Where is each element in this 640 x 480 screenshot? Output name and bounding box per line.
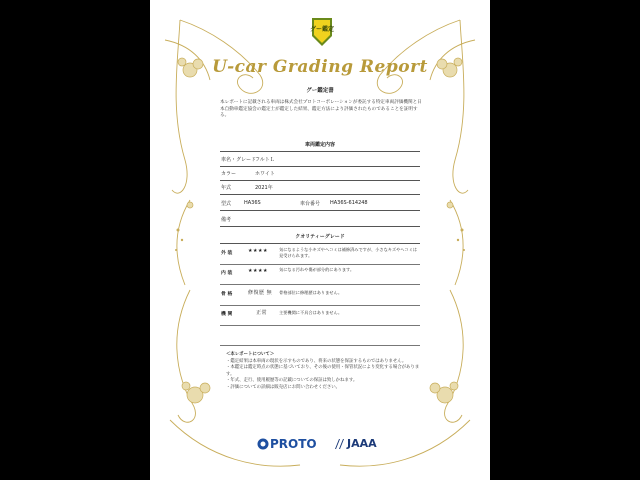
grade-value: 修復歴 無 — [248, 290, 273, 296]
chassis-value: HA36S-614248 — [330, 200, 368, 206]
grade-label: 機 関 — [221, 312, 233, 317]
grade-value: ★★★★ — [248, 248, 268, 254]
grade-row — [220, 286, 420, 306]
vehicle-row — [220, 166, 420, 181]
jaaa-logo-icon — [334, 438, 345, 450]
field-value: ホワイト — [255, 171, 275, 177]
report-notes — [226, 352, 422, 392]
grade-row-blank — [220, 326, 420, 346]
grade-note: 主要機関に不具合はありません。 — [279, 310, 343, 315]
note-item: ・本鑑定は鑑定時点の状態に基づいており、その後の使用・保管状況により変化する場合があります。 — [226, 365, 420, 377]
grade-label: 骨 格 — [221, 292, 233, 297]
field-value: 2021年 — [255, 185, 273, 191]
vehicle-row — [220, 152, 420, 167]
grade-note: 骨格部位に修理歴はありません。 — [279, 290, 343, 295]
model-label: 型式 — [221, 201, 232, 207]
intro-text: 本レポートに記載される車両は株式会社プロトコーポレーションが委託する特定車両評価機関と日本自動車鑑定協会の鑑定士が鑑定した結果、鑑定方法により評価されたものであることを証明する。 — [220, 100, 422, 119]
note-item: ・鑑定結果は本車両の現状を示すものであり、将来の状態を保証するものではありません。 — [226, 358, 407, 364]
quality-section-heading: クオリティーグレード — [295, 234, 345, 240]
proto-logo-icon — [257, 438, 269, 450]
note-item: ・年式、走行、使用履歴等の記載についての保証は致しかねます。 — [226, 378, 358, 384]
remarks-row — [220, 212, 420, 227]
notes-heading: ＜本レポートについて＞ — [226, 352, 275, 357]
grade-value: 正常 — [256, 310, 268, 316]
grade-note: 気になる汚れや傷が部分的にあります。 — [279, 267, 355, 272]
field-label: 年式 — [221, 185, 232, 191]
grade-row — [220, 306, 420, 326]
report-subtitle: グー鑑定書 — [306, 88, 334, 94]
field-label: 車名・グレード — [221, 157, 257, 163]
model-value: HA36S — [244, 200, 261, 206]
report-title: U-car Grading Report — [212, 57, 428, 77]
certificate-sheet — [150, 0, 490, 480]
field-value: フルトＬ — [255, 157, 275, 163]
remarks-label: 備考 — [221, 217, 232, 223]
model-row — [220, 196, 420, 211]
grade-value: ★★★★ — [248, 268, 268, 274]
footer-logos — [150, 437, 490, 453]
quality-section-divider — [220, 243, 420, 244]
goo-shield-badge-icon — [310, 16, 334, 48]
proto-logo-text: PROTO — [270, 437, 317, 451]
jaaa-logo-text: JAAA — [347, 437, 377, 450]
vehicle-section-heading: 車両鑑定内容 — [304, 142, 335, 148]
grade-row — [220, 265, 420, 285]
note-item: ・評価についての詳細は販売店にお問い合わせください。 — [226, 384, 341, 390]
badge-text: グー鑑定 — [310, 26, 334, 33]
grade-label: 外 装 — [221, 251, 233, 256]
grade-row — [220, 245, 420, 265]
chassis-label: 車台番号 — [300, 201, 321, 207]
grade-note: 気になるような小キズやヘコミは補修済みですが、小さなキズやヘコミは見受けられます。 — [279, 247, 418, 258]
field-label: カラー — [221, 171, 237, 177]
vehicle-row — [220, 180, 420, 195]
grade-label: 内 装 — [221, 271, 233, 276]
